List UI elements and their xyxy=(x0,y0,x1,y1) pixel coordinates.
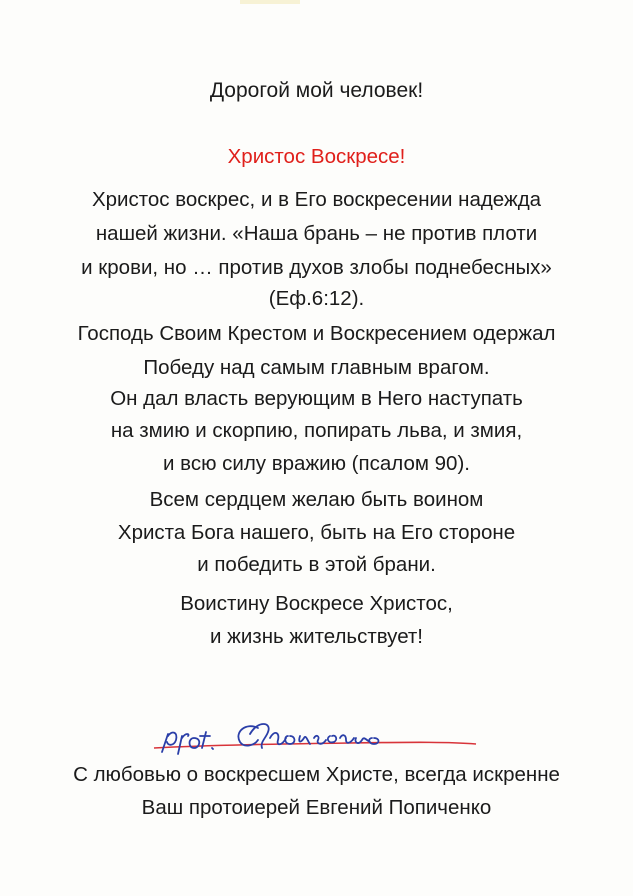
handwritten-signature xyxy=(150,712,480,762)
paragraph3-line: и победить в этой брани. xyxy=(197,553,436,576)
paragraph3-line: Христа Бога нашего, быть на Его стороне xyxy=(117,521,516,544)
paragraph4-line: Воистину Воскресе Христос, xyxy=(180,592,453,615)
paragraph2-line: Господь Своим Крестом и Воскресением одержал xyxy=(77,322,556,345)
paragraph2-line: Победу над самым главным врагом. xyxy=(143,356,490,379)
paragraph1-line: нашей жизни. «Наша брань – не против плоти xyxy=(95,222,538,245)
closing-line: Ваш протоиерей Евгений Попиченко xyxy=(141,796,492,819)
paper-edge-mark xyxy=(240,0,300,4)
paragraph1-line: Христос воскрес, и в Его воскресении надежда xyxy=(91,188,542,211)
paragraph2-line: и всю силу вражию (псалом 90). xyxy=(163,452,470,475)
paragraph2-line: на змию и скорпию, попирать льва, и змия, xyxy=(110,419,523,442)
paragraph1-line: и крови, но … против духов злобы поднебесных» xyxy=(81,256,552,279)
easter-greeting: Христос Воскресе! xyxy=(227,145,406,168)
greeting: Дорогой мой человек! xyxy=(209,79,424,102)
paragraph3-line: Всем сердцем желаю быть воином xyxy=(149,488,484,511)
paragraph2-line: Он дал власть верующим в Него наступать xyxy=(110,387,523,410)
closing-line: С любовью о воскресшем Христе, всегда искренне xyxy=(73,763,560,786)
paragraph4-line: и жизнь жительствует! xyxy=(210,625,423,648)
paragraph1-line: (Еф.6:12). xyxy=(268,287,365,310)
signature-title-stroke xyxy=(162,732,213,754)
